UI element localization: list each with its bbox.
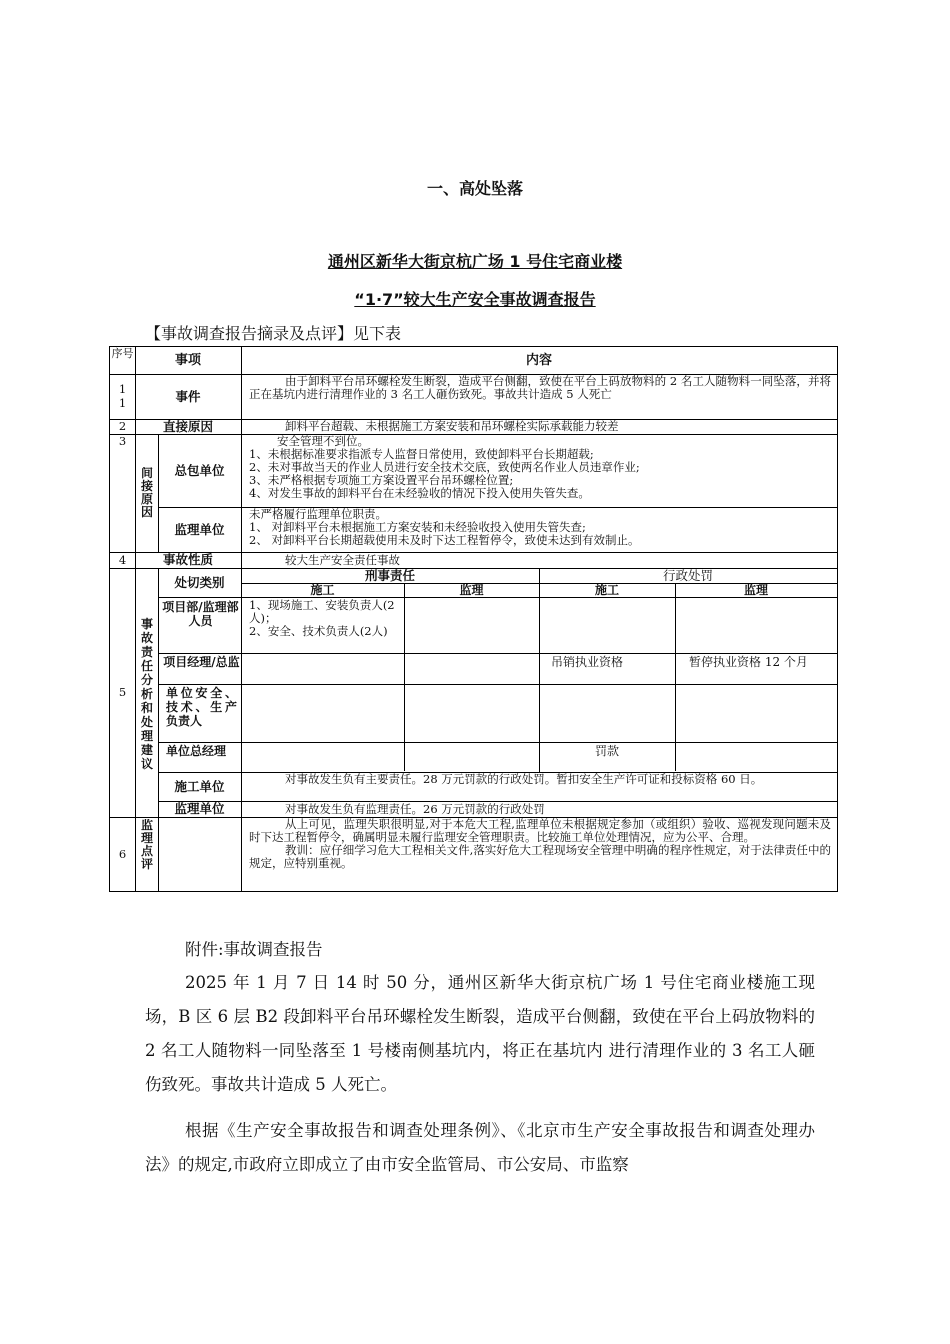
- header-seq: 序号: [111, 347, 134, 360]
- header-content: 内容: [525, 353, 552, 368]
- report-title-line1: 通州区新华大街京杭广场 1 号住宅商业楼: [327, 252, 623, 271]
- row2-seq: 2: [118, 419, 127, 433]
- admin-construction-header: 施工: [594, 583, 619, 597]
- table-intro: 【事故调查报告摘录及点评】见下表: [145, 324, 402, 343]
- row5-item: 事故责任分析和处理建议: [140, 617, 153, 771]
- row3-sup-content: [241, 508, 837, 552]
- row6-item: 监理点评: [140, 819, 153, 871]
- admin-penalty-header: 行政处罚: [662, 568, 713, 583]
- report-title-line2: “1·7”较大生产安全事故调查报告: [354, 290, 596, 309]
- accident-summary-table: [109, 346, 838, 892]
- section-heading: 一、高处坠落: [426, 179, 523, 198]
- sup-line: 1、 对卸料平台未根据施工方案安装和未经验收投入使用失管失查;: [249, 520, 586, 534]
- row3-seq: 3: [118, 434, 127, 448]
- project-staff-criminal: 1、现场施工、安装负责人(2人)； 2、安全、技术负责人(2人): [249, 598, 395, 638]
- unit-safety-label: 单位安全、技术、生产负责人: [166, 686, 237, 728]
- row6-seq: 6: [118, 847, 127, 861]
- row2-content: 卸料平台超载、未根据施工方案安装和吊环螺栓实际承载能力较差: [285, 419, 619, 433]
- manager-admin-construction: 吊销执业资格: [551, 655, 624, 669]
- supervision-unit-text: 对事故发生负有监理责任。26 万元罚款的行政处罚: [285, 802, 545, 816]
- row4-item: 事故性质: [162, 552, 213, 567]
- gc-line: 4、对发生事故的卸料平台在未经验收的情况下投入使用失管失查。: [249, 486, 590, 500]
- construction-unit-label: 施工单位: [174, 779, 225, 794]
- unit-chief-label: 单位总经理: [166, 744, 227, 758]
- supervision-unit-label: 监理单位: [174, 801, 225, 816]
- row3-item: 间接原因: [140, 467, 153, 519]
- chief-admin-construction: 罚款: [595, 744, 620, 758]
- row3-gc-content: [241, 435, 837, 507]
- penalty-category-label: 处切类别: [174, 575, 225, 590]
- row2-item: 直接原因: [162, 419, 213, 434]
- row1-item: 事件: [175, 389, 201, 404]
- criminal-liability-header: 刑事责任: [364, 568, 415, 583]
- gc-line: 1、未根据标准要求指派专人监督日常使用，致使卸料平台长期超载;: [249, 447, 594, 461]
- row1-seq: 1 1: [118, 382, 127, 410]
- row5-seq: 5: [118, 685, 127, 699]
- attachment-label: 附件:事故调查报告: [185, 940, 323, 959]
- admin-supervision-header: 监理: [743, 583, 768, 597]
- header-item: 事项: [174, 353, 201, 368]
- row4-seq: 4: [118, 553, 127, 567]
- manager-admin-supervision: 暂停执业资格 12 个月: [689, 655, 808, 669]
- body-paragraph-1: 2025 年 1 月 7 日 14 时 50 分，通州区新华大街京杭广场 1 号住宅商业楼施工现场，B 区 6 层 B2 段卸料平台吊环螺栓发生断裂，造成平台侧翻，致使在平台上码放物料的 2 名工人随物料一同坠落至 1 号楼南侧基坑内，将正在基坑内 进行清理作业的 3 名工人砸伤致死。事故共计造成 5 人死亡。: [145, 973, 815, 1094]
- construction-unit-text: 对事故发生负有主要责任。28 万元罚款的行政处罚。暂扣安全生产许可证和投标资格 60 日。: [285, 773, 763, 786]
- sup-line: 未严格履行监理单位职责。: [249, 508, 387, 521]
- row3-gc-label: 总包单位: [174, 463, 225, 478]
- comment-paragraph: 从上可见，监理失职很明显,对于本危大工程,监理单位未根据规定参加（或组织）验收、巡视发现问题未及时下达工程暂停令，确属明显未履行监理安全管理职责。比较施工单位处理情况，应为公平、合理。: [249, 818, 831, 844]
- gc-line: 安全管理不到位。: [277, 435, 369, 448]
- body-paragraph-2: 根据《生产安全事故报告和调查处理条例》、《北京市生产安全事故报告和调查处理办法》的规定,市政府立即成立了由市安全监管局、市公安局、市监察: [145, 1121, 815, 1174]
- row6-content: [241, 818, 837, 891]
- row3-sup-label: 监理单位: [174, 522, 225, 537]
- sup-line: 2、 对卸料平台长期超载使用未及时下达工程暂停令，致使未达到有效制止。: [249, 533, 640, 547]
- lesson-paragraph: 教训：应仔细学习危大工程相关文件,落实好危大工程现场安全管理中明确的程序性规定，对于法律责任中的规定，应特别重视。: [249, 843, 831, 870]
- criminal-supervision-header: 监理: [459, 583, 484, 597]
- gc-line: 2、未对事故当天的作业人员进行安全技术交底，致使两名作业人员违章作业;: [249, 460, 640, 474]
- project-manager-label: 项目经理/总监: [163, 655, 240, 669]
- row1-content: 由于卸料平台吊环螺栓发生断裂，造成平台侧翻，致使在平台上码放物料的 2 名工人随物料一同坠落，并将正在基坑内进行清理作业的 3 名工人砸伤致死。事故共计造成 5 人死亡: [249, 375, 831, 401]
- row4-content: 较大生产安全责任事故: [285, 553, 400, 567]
- project-staff-label: 项目部/监理部人员: [162, 600, 239, 628]
- gc-line: 3、未严格根据专项施工方案设置平台吊环螺栓位置;: [249, 473, 514, 487]
- criminal-construction-header: 施工: [310, 583, 335, 597]
